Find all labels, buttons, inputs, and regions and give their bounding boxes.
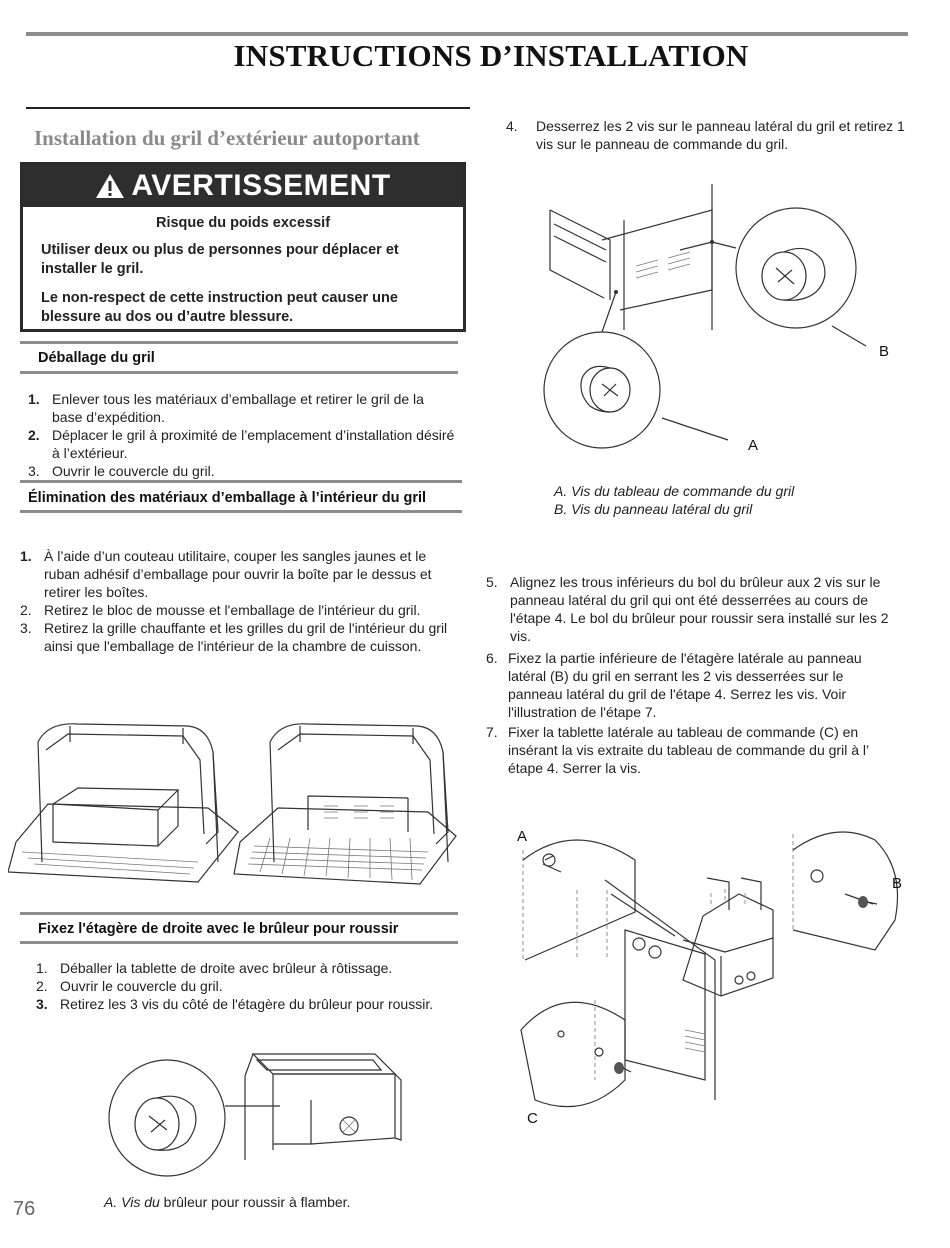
grill-packaging-illustration xyxy=(8,712,458,897)
steps-5-7 xyxy=(486,573,896,777)
list-item: 1. À l’aide d’un couteau utilitaire, couper les sangles jaunes et le ruban adhésif d’emballage pour ouvrir la boîte par le dessus et retirer les boîtes. xyxy=(20,548,432,600)
page-title: INSTRUCTIONS D’INSTALLATION xyxy=(233,38,749,73)
grill-open-drawing xyxy=(234,724,456,884)
warning-subheading: Risque du poids excessif xyxy=(155,215,331,231)
screw-icon xyxy=(135,1096,196,1150)
label-b: B xyxy=(879,343,890,360)
removal-steps xyxy=(20,547,460,655)
removal-heading: Élimination des matériaux d’emballage à l’intérieur du gril xyxy=(28,490,427,506)
page-number: 76 xyxy=(13,1198,36,1220)
removal-top-bar xyxy=(20,480,462,483)
list-item: 1. Déballer la tablette de droite avec brûleur à rôtissage. xyxy=(36,960,393,976)
label-a: A xyxy=(748,437,759,454)
list-item: 6. Fixez la partie inférieure de l'étagère latérale au panneau latéral (B) du gril en serrant les 2 vis desserrées sur le panneau latéral du gril de l'étape 4. Serrez les vis. Voir l'illustration de l'étape 7. xyxy=(486,650,862,720)
warning-box xyxy=(20,162,466,332)
unpacking-bottom-bar xyxy=(20,371,458,374)
list-item: 5. Alignez les trous inférieurs du bol du brûleur aux 2 vis sur le panneau latéral du gril qui ont été desserrées au cours de l'étape 4. Le bol du brûleur pour roussir sera installé sur les 2 vis. xyxy=(486,574,889,644)
top-rule xyxy=(26,32,908,36)
list-item: 2. Retirez le bloc de mousse et l'emballage de l'intérieur du gril. xyxy=(20,602,421,618)
step-4 xyxy=(506,117,906,153)
removal-bottom-bar xyxy=(20,510,462,513)
warning-line-2: Le non-respect de cette instruction peut causer une blessure au dos ou d’autre blessure. xyxy=(41,290,398,325)
control-panel-screw-icon xyxy=(581,366,630,412)
shelf-heading: Fixez l'étagère de droite avec le brûleur pour roussir xyxy=(38,921,399,937)
unpacking-top-bar xyxy=(20,341,458,344)
section-title: Installation du gril d’extérieur autoportant xyxy=(34,126,420,150)
section-rule xyxy=(26,107,470,109)
list-item: 2. Ouvrir le couvercle du gril. xyxy=(36,978,223,994)
shelf-assembly-illustration xyxy=(515,820,905,1120)
shelf-caption: A. Vis du brûleur pour roussir à flamber. xyxy=(104,1194,351,1210)
caption-b: B. Vis du panneau latéral du gril xyxy=(554,501,753,517)
unpacking-heading: Déballage du gril xyxy=(38,350,155,366)
side-burner-illustration xyxy=(105,1040,405,1190)
fig2-label-b: B xyxy=(892,875,903,892)
list-item: 1. Enlever tous les matériaux d’emballage et retirer le gril de la base d’expédition. xyxy=(28,391,424,425)
shelf-top-bar xyxy=(20,912,458,915)
screw-c-icon xyxy=(614,1062,631,1074)
screw-detail-circle xyxy=(109,1060,225,1176)
grill-with-box-drawing xyxy=(8,724,238,882)
screw-b-icon xyxy=(858,896,877,908)
screw-location-illustration xyxy=(540,180,880,460)
shelf-bottom-bar xyxy=(20,941,458,944)
list-item: 2. Déplacer le gril à proximité de l’emplacement d’installation désiré à l’extérieur. xyxy=(28,427,455,461)
warning-header xyxy=(23,165,463,207)
side-panel-screw-icon xyxy=(762,248,825,300)
unpacking-steps xyxy=(28,390,458,480)
warning-line-1: Utiliser deux ou plus de personnes pour déplacer et installer le gril. xyxy=(41,242,399,277)
warning-heading: AVERTISSEMENT xyxy=(131,169,391,202)
list-item: 3. Retirez la grille chauffante et les grilles du gril de l'intérieur du gril ainsi que l'emballage de l'intérieur de la chambre de cuisson. xyxy=(20,620,448,654)
list-item: 3. Retirez les 3 vis du côté de l'étagère du brûleur pour roussir. xyxy=(36,996,434,1012)
fig2-label-c: C xyxy=(527,1110,538,1127)
list-item: 4. Desserrez les 2 vis sur le panneau latéral du gril et retirez 1 vis sur le panneau de commande du gril. xyxy=(506,118,905,152)
list-item: 3. Ouvrir le couvercle du gril. xyxy=(28,463,215,479)
fig2-label-a: A xyxy=(517,828,528,845)
panel-screw-detail-circle xyxy=(736,208,856,328)
warning-triangle-icon xyxy=(95,173,125,199)
control-knob xyxy=(543,854,555,866)
shelf-steps xyxy=(36,959,466,1013)
caption-a: A. Vis du tableau de commande du gril xyxy=(554,483,795,499)
list-item: 7. Fixer la tablette latérale au tableau de commande (C) en insérant la vis extraite du tableau de commande du gril à l’ étape 4. Serrer la vis. xyxy=(486,724,869,776)
control-screw-detail-circle xyxy=(544,332,660,448)
